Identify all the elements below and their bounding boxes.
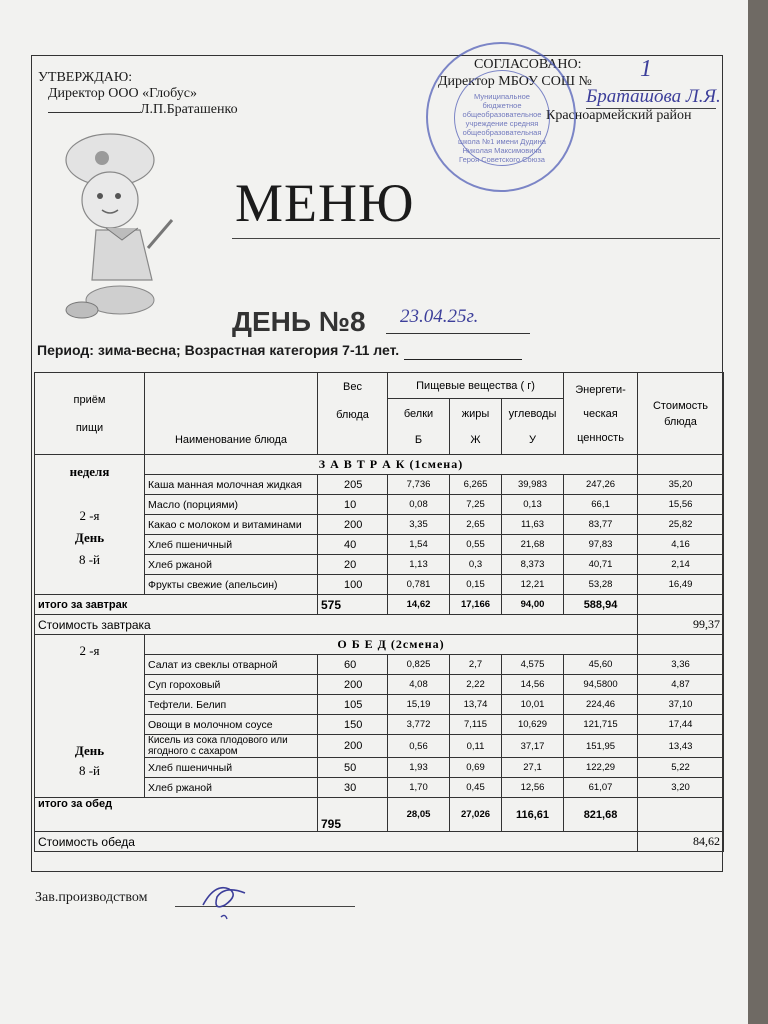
dish-protein: 7,736 — [388, 475, 450, 495]
dish-name: Масло (порциями) — [145, 495, 318, 515]
lunch-side-label — [35, 635, 145, 798]
lunch-total-protein: 28,05 — [388, 798, 450, 832]
breakfast-side-week: неделя — [69, 464, 110, 479]
day-date-line — [386, 333, 530, 334]
dish-carb: 39,983 — [502, 475, 564, 495]
empty-cell — [638, 595, 724, 615]
agree-district: Красноармейский район — [546, 108, 692, 123]
approve-name-line — [48, 102, 238, 118]
signature-mark-icon — [195, 875, 255, 925]
lunch-side-daynum: 8 -й — [78, 763, 101, 778]
header-protein — [388, 399, 450, 455]
dish-cost: 4,87 — [638, 675, 724, 695]
dish-weight: 205 — [318, 475, 388, 495]
header-carb-line2: У — [529, 433, 536, 446]
dish-weight: 150 — [318, 715, 388, 735]
dish-protein: 3,772 — [388, 715, 450, 735]
dish-cost: 3,36 — [638, 655, 724, 675]
age-underline — [404, 359, 522, 360]
agree-signature: Браташова Л.Я. — [586, 86, 721, 107]
lunch-section-title: О Б Е Д (2смена) — [145, 635, 638, 655]
breakfast-cost-value: 99,37 — [638, 615, 724, 635]
dish-weight: 100 — [318, 575, 388, 595]
dish-carb: 12,56 — [502, 778, 564, 798]
lunch-total-fat: 27,026 — [450, 798, 502, 832]
dish-energy: 53,28 — [564, 575, 638, 595]
header-protein-line1: белки — [403, 407, 434, 420]
dish-energy: 66,1 — [564, 495, 638, 515]
dish-carb: 8,373 — [502, 555, 564, 575]
dish-name: Суп гороховый — [145, 675, 318, 695]
agree-title: СОГЛАСОВАНО: — [474, 57, 582, 72]
dish-protein: 0,56 — [388, 735, 450, 758]
dish-energy: 83,77 — [564, 515, 638, 535]
lunch-total-carb: 116,61 — [502, 798, 564, 832]
breakfast-side-day: День — [74, 530, 105, 545]
dish-weight: 10 — [318, 495, 388, 515]
header-fat-line1: жиры — [461, 407, 490, 420]
dish-energy: 45,60 — [564, 655, 638, 675]
dish-protein: 4,08 — [388, 675, 450, 695]
chef-illustration — [52, 130, 202, 330]
lunch-cost-value: 84,62 — [638, 832, 724, 852]
dish-weight: 200 — [318, 735, 388, 758]
dish-protein: 1,13 — [388, 555, 450, 575]
dish-cost: 4,16 — [638, 535, 724, 555]
dish-name: Тефтели. Белип — [145, 695, 318, 715]
approve-title: УТВЕРЖДАЮ: — [38, 70, 133, 85]
breakfast-side-label — [35, 455, 145, 595]
dish-protein: 0,781 — [388, 575, 450, 595]
dish-carb: 12,21 — [502, 575, 564, 595]
header-energy — [564, 373, 638, 455]
dish-energy: 151,95 — [564, 735, 638, 758]
dish-fat: 7,25 — [450, 495, 502, 515]
approve-position: Директор ООО «Глобус» — [48, 86, 197, 101]
dish-carb: 27,1 — [502, 758, 564, 778]
dish-name: Кисель из сока плодового или ягодного с сахаром — [145, 735, 318, 758]
dish-fat: 2,65 — [450, 515, 502, 535]
dish-protein: 0,08 — [388, 495, 450, 515]
dish-name: Овощи в молочном соусе — [145, 715, 318, 735]
dish-weight: 20 — [318, 555, 388, 575]
dish-energy: 121,715 — [564, 715, 638, 735]
header-energy-line2: ческая — [583, 407, 618, 420]
header-energy-line1: Энергети- — [575, 383, 626, 396]
header-nutrients: Пищевые вещества ( г) — [388, 373, 564, 399]
school-stamp — [426, 42, 576, 192]
lunch-side-day: День — [74, 743, 105, 758]
dish-weight: 200 — [318, 515, 388, 535]
dish-name: Хлеб пшеничный — [145, 535, 318, 555]
day-date: 23.04.25г. — [400, 306, 479, 327]
header-fat-line2: Ж — [470, 433, 481, 446]
dish-carb: 14,56 — [502, 675, 564, 695]
dish-energy: 224,46 — [564, 695, 638, 715]
dish-cost: 5,22 — [638, 758, 724, 778]
dish-cost: 16,49 — [638, 575, 724, 595]
dish-energy: 122,29 — [564, 758, 638, 778]
dish-fat: 13,74 — [450, 695, 502, 715]
dish-name: Хлеб ржаной — [145, 555, 318, 575]
dish-weight: 40 — [318, 535, 388, 555]
dish-carb: 0,13 — [502, 495, 564, 515]
dish-weight: 50 — [318, 758, 388, 778]
dish-protein: 1,70 — [388, 778, 450, 798]
lunch-totals — [35, 798, 724, 852]
dish-name: Хлеб ржаной — [145, 778, 318, 798]
dish-cost: 25,82 — [638, 515, 724, 535]
dish-name: Хлеб пшеничный — [145, 758, 318, 778]
dish-energy: 40,71 — [564, 555, 638, 575]
breakfast-section-title: З А В Т Р А К (1смена) — [145, 455, 638, 475]
dish-protein: 15,19 — [388, 695, 450, 715]
breakfast-total-carb: 94,00 — [502, 595, 564, 615]
dish-protein: 0,825 — [388, 655, 450, 675]
approve-name: Л.П.Браташенко — [140, 102, 238, 117]
header-carb-line1: углеводы — [508, 407, 557, 420]
lunch-total-energy: 821,68 — [564, 798, 638, 832]
header-cost: Стоимость блюда — [638, 373, 724, 455]
breakfast-section — [35, 455, 724, 595]
breakfast-total-weight: 575 — [318, 595, 388, 615]
dish-energy: 61,07 — [564, 778, 638, 798]
dish-name: Салат из свеклы отварной — [145, 655, 318, 675]
empty-cell — [638, 455, 724, 475]
dish-weight: 200 — [318, 675, 388, 695]
breakfast-total-label: итого за завтрак — [35, 595, 318, 615]
header-protein-line2: Б — [414, 433, 423, 446]
dish-cost: 13,43 — [638, 735, 724, 758]
breakfast-side-weeknum: 2 -я — [79, 508, 100, 523]
day-number: ДЕНЬ №8 — [232, 306, 366, 337]
dish-name: Каша манная молочная жидкая — [145, 475, 318, 495]
dish-energy: 247,26 — [564, 475, 638, 495]
dish-fat: 0,45 — [450, 778, 502, 798]
dish-fat: 2,7 — [450, 655, 502, 675]
dish-cost: 2,14 — [638, 555, 724, 575]
header-weight-line2: блюда — [336, 409, 369, 421]
dish-carb: 21,68 — [502, 535, 564, 555]
title-underline — [232, 238, 720, 239]
dish-energy: 94,5800 — [564, 675, 638, 695]
dish-fat: 0,11 — [450, 735, 502, 758]
dish-weight: 105 — [318, 695, 388, 715]
header-carb — [502, 399, 564, 455]
breakfast-total-energy: 588,94 — [564, 595, 638, 615]
empty-cell — [638, 798, 724, 832]
agree-position: Директор МБОУ СОШ № — [438, 74, 592, 89]
dish-carb: 11,63 — [502, 515, 564, 535]
dish-protein: 1,93 — [388, 758, 450, 778]
breakfast-totals — [35, 595, 724, 635]
breakfast-total-protein: 14,62 — [388, 595, 450, 615]
dish-fat: 0,15 — [450, 575, 502, 595]
stamp-text: Муниципальное бюджетное общеобразовательное учреждение средняя общеобразовательная школа №1 имени Дудина Николая Максимовича Героя Советского Союза — [458, 92, 546, 164]
dish-fat: 6,265 — [450, 475, 502, 495]
dish-fat: 2,22 — [450, 675, 502, 695]
dish-name: Фрукты свежие (апельсин) — [145, 575, 318, 595]
header-weight-line1: Вес — [343, 381, 362, 393]
page-title: МЕНЮ — [235, 173, 415, 233]
breakfast-cost-label: Стоимость завтрака — [35, 615, 638, 635]
header-meal-line2: пищи — [75, 421, 104, 434]
dish-protein: 1,54 — [388, 535, 450, 555]
dish-carb: 10,01 — [502, 695, 564, 715]
dish-cost: 35,20 — [638, 475, 724, 495]
header-dish: Наименование блюда — [145, 373, 318, 455]
lunch-side-weeknum: 2 -я — [79, 643, 100, 658]
dish-fat: 0,69 — [450, 758, 502, 778]
lunch-total-weight: 795 — [318, 798, 388, 832]
breakfast-total-fat: 17,166 — [450, 595, 502, 615]
header-meal-line1: приём — [73, 393, 106, 406]
header-energy-line3: ценность — [577, 431, 624, 444]
dish-cost: 15,56 — [638, 495, 724, 515]
dish-cost: 3,20 — [638, 778, 724, 798]
dish-fat: 0,55 — [450, 535, 502, 555]
dish-cost: 17,44 — [638, 715, 724, 735]
breakfast-side-daynum: 8 -й — [78, 552, 101, 567]
period-line: Период: зима-весна; Возрастная категория 7-11 лет. — [37, 342, 400, 358]
dish-energy: 97,83 — [564, 535, 638, 555]
dish-carb: 4,575 — [502, 655, 564, 675]
agree-school-number: 1 — [640, 56, 652, 82]
empty-cell — [638, 635, 724, 655]
dish-fat: 0,3 — [450, 555, 502, 575]
dish-cost: 37,10 — [638, 695, 724, 715]
dish-weight: 60 — [318, 655, 388, 675]
dish-name: Какао с молоком и витаминами — [145, 515, 318, 535]
lunch-section — [35, 635, 724, 798]
dish-carb: 10,629 — [502, 715, 564, 735]
header-weight — [318, 373, 388, 455]
header-meal — [35, 373, 145, 455]
dish-weight: 30 — [318, 778, 388, 798]
lunch-total-label: итого за обед — [35, 798, 318, 832]
header-rows — [35, 373, 724, 455]
lunch-cost-label: Стоимость обеда — [35, 832, 638, 852]
menu-table — [34, 372, 724, 852]
header-fat — [450, 399, 502, 455]
dish-protein: 3,35 — [388, 515, 450, 535]
footer-label: Зав.производством — [35, 890, 148, 905]
dish-fat: 7,115 — [450, 715, 502, 735]
dish-carb: 37,17 — [502, 735, 564, 758]
